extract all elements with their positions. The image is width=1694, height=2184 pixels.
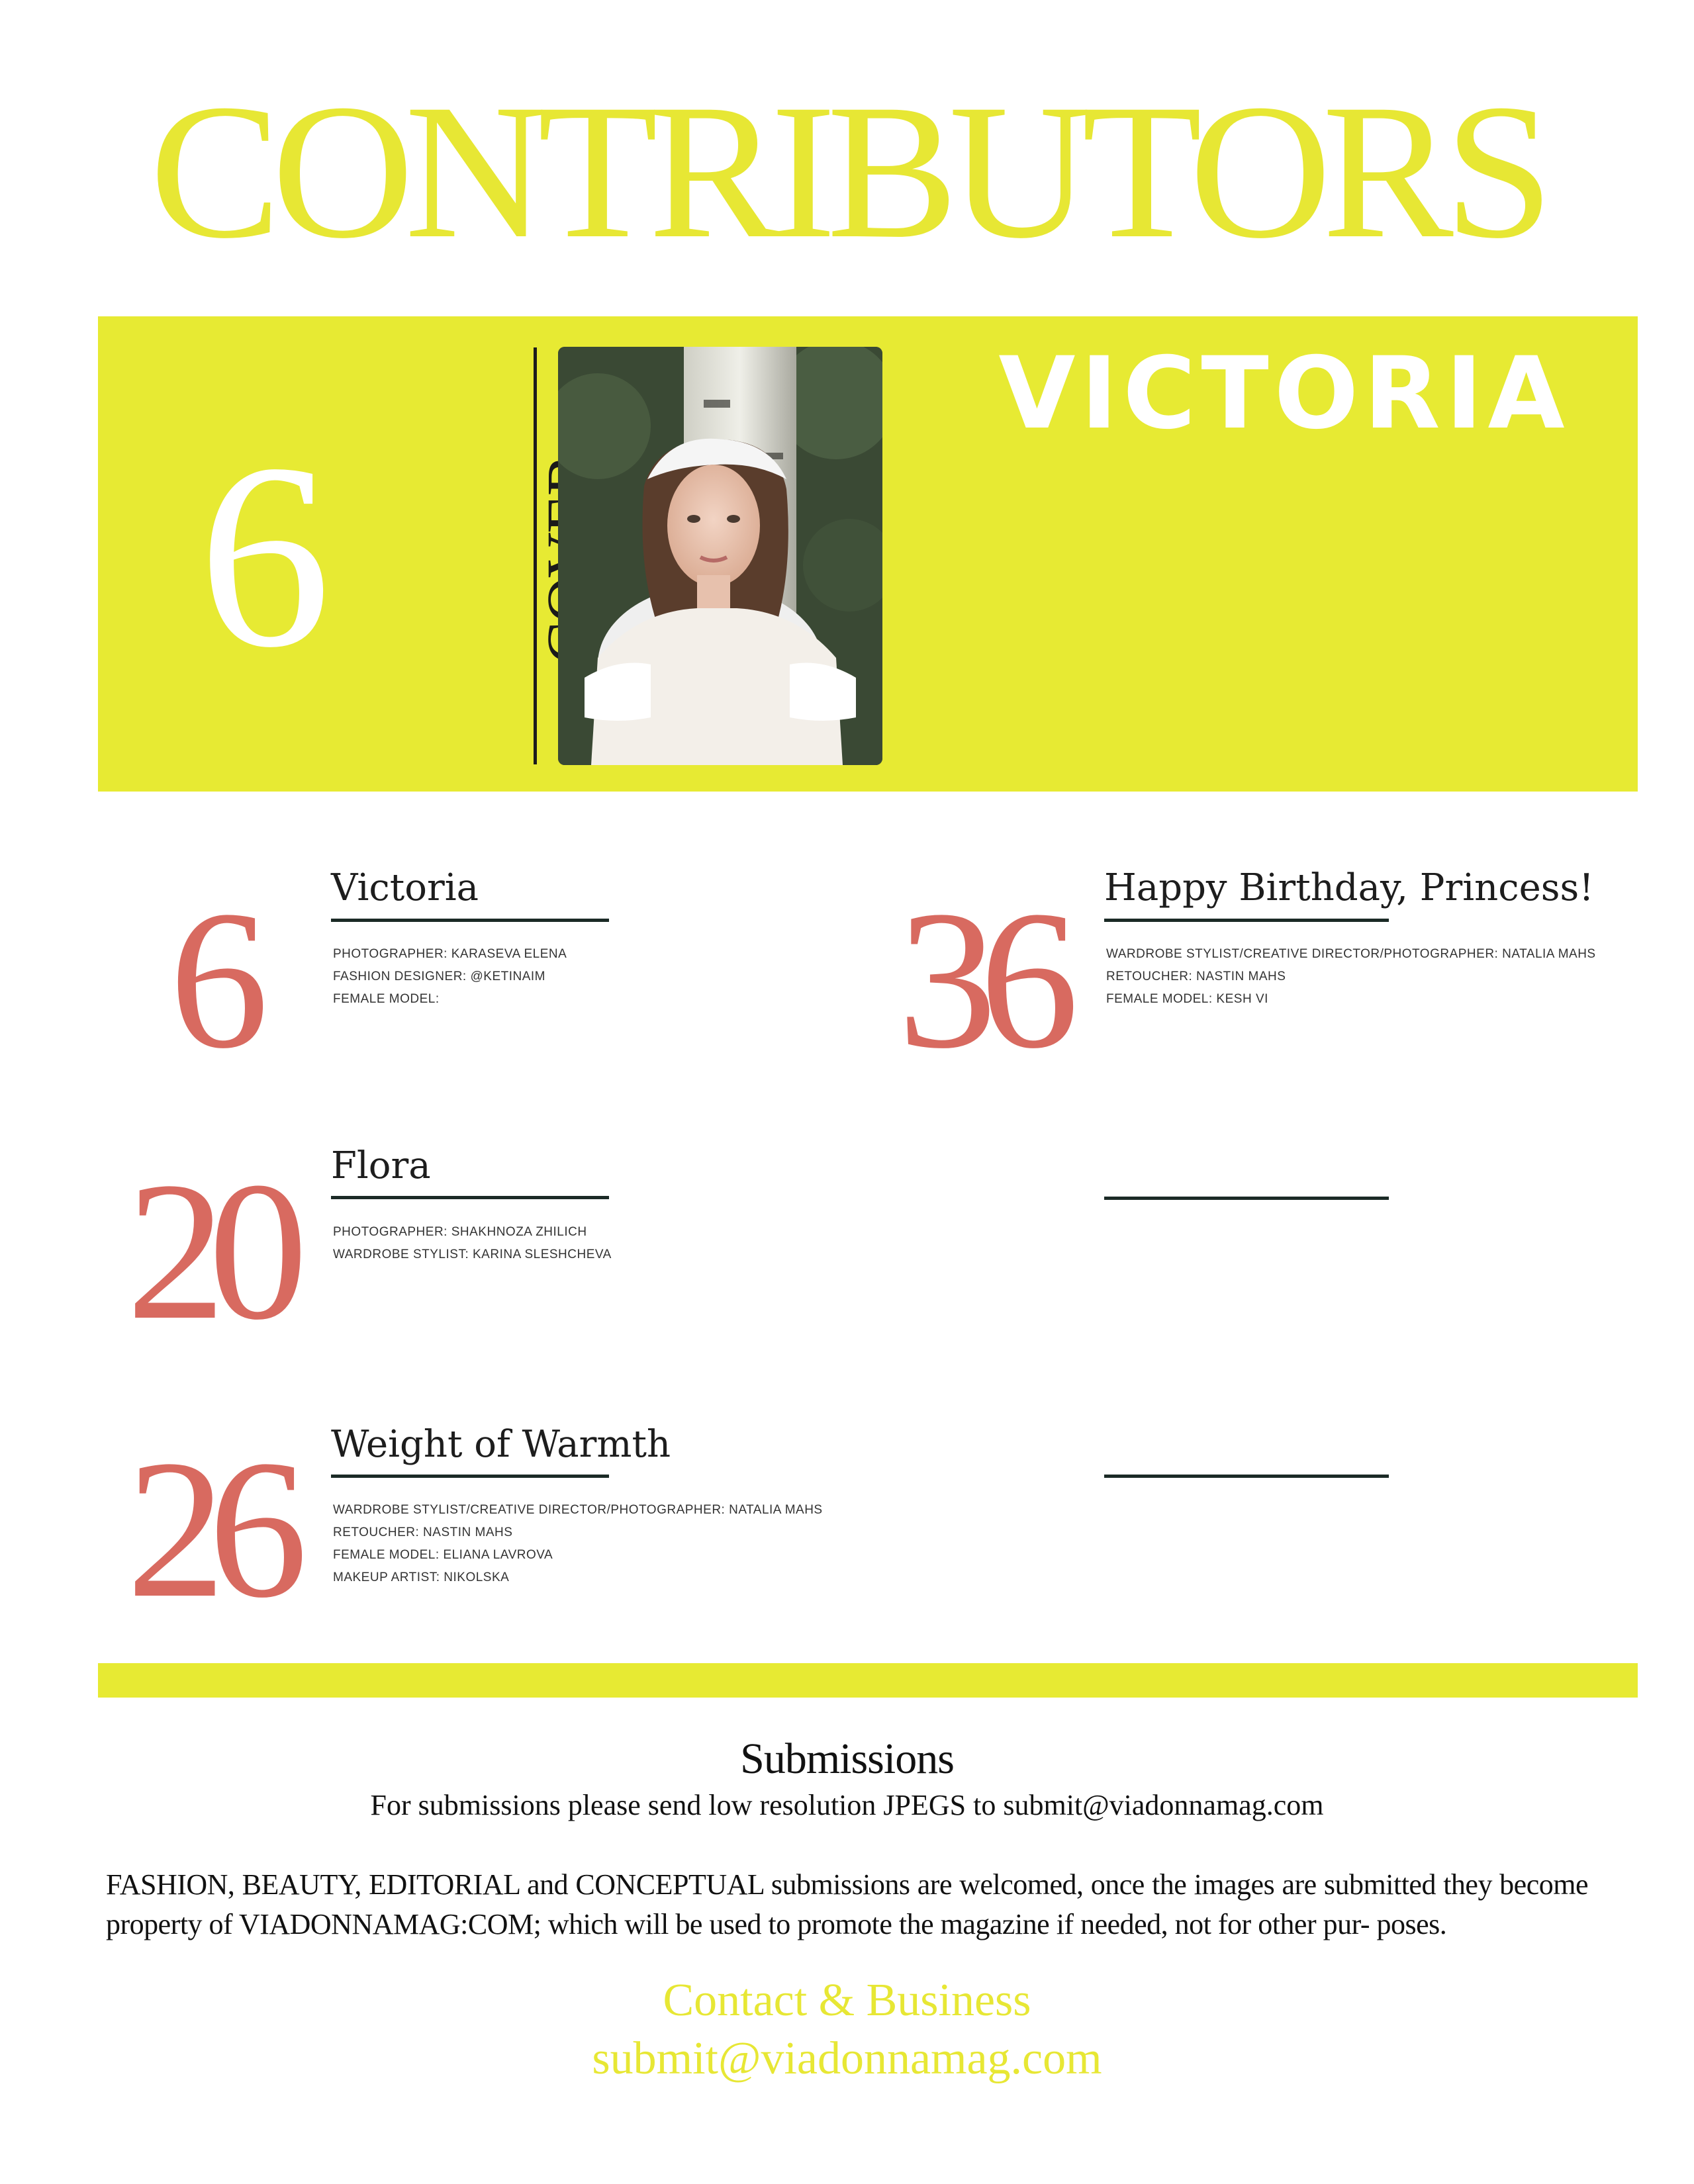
cover-page-number: 6: [199, 409, 331, 702]
entry-page-number: 26: [126, 1419, 291, 1639]
credit-line: RETOUCHER: NASTIN MAHS: [1106, 970, 1286, 983]
entry-title: Weight of Warmth: [331, 1423, 671, 1466]
entry-title: Happy Birthday, Princess!: [1104, 866, 1594, 909]
cover-photo-illustration: [558, 347, 882, 765]
credit-line: PHOTOGRAPHER: KARASEVA ELENA: [333, 947, 567, 961]
cover-divider: [534, 347, 537, 764]
credit-line: FEMALE MODEL: KESH VI: [1106, 992, 1268, 1006]
cover-title: VICTORIA: [998, 336, 1570, 451]
entry-rule: [331, 919, 609, 922]
credit-line: WARDROBE STYLIST/CREATIVE DIRECTOR/PHOTOGRAPHER: NATALIA MAHS: [333, 1503, 823, 1517]
placeholder-rule: [1104, 1197, 1389, 1200]
entry-page-number: 20: [126, 1141, 291, 1361]
entry-credits: [333, 1499, 823, 1589]
entry-credits: [1106, 943, 1596, 1011]
entry-credits: [333, 943, 567, 1011]
submissions-heading: Submissions: [740, 1735, 954, 1783]
entry-page-number: 6: [169, 870, 252, 1089]
credit-line: RETOUCHER: NASTIN MAHS: [333, 1525, 513, 1539]
credit-line: PHOTOGRAPHER: SHAKHNOZA ZHILICH: [333, 1225, 587, 1239]
credit-line: FEMALE MODEL:: [333, 992, 440, 1006]
credit-line: FEMALE MODEL: ELIANA LAVROVA: [333, 1548, 553, 1562]
footer-band: [98, 1663, 1638, 1698]
placeholder-rule: [1104, 1475, 1389, 1478]
page-title: CONTRIBUTORS: [150, 65, 1544, 279]
credit-line: WARDROBE STYLIST/CREATIVE DIRECTOR/PHOTOGRAPHER: NATALIA MAHS: [1106, 947, 1596, 961]
credit-line: MAKEUP ARTIST: NIKOLSKA: [333, 1570, 510, 1584]
entry-title: Victoria: [331, 866, 479, 909]
cover-photo: [558, 347, 882, 765]
contact-email-link[interactable]: submit@viadonnamag.com: [592, 2033, 1102, 2084]
credit-line: WARDROBE STYLIST: KARINA SLESHCHEVA: [333, 1248, 612, 1261]
entry-rule: [331, 1475, 609, 1478]
entry-page-number: 36: [898, 870, 1062, 1089]
entry-rule: [1104, 919, 1389, 922]
entry-rule: [331, 1196, 609, 1199]
submissions-paragraph: FASHION, BEAUTY, EDITORIAL and CONCEPTUAL submissions are welcomed, once the images are submitted they become property of VIADONNAMAG:COM; which will be used to promote the magazine if needed, not for other pur- poses.: [106, 1868, 1588, 1940]
entry-title: Flora: [331, 1144, 431, 1187]
entry-credits: [333, 1221, 612, 1266]
contact-heading: Contact & Business: [663, 1975, 1031, 2026]
credit-line: FASHION DESIGNER: @KETINAIM: [333, 970, 545, 983]
submissions-line: For submissions please send low resolution JPEGS to submit@viadonnamag.com: [370, 1789, 1324, 1821]
